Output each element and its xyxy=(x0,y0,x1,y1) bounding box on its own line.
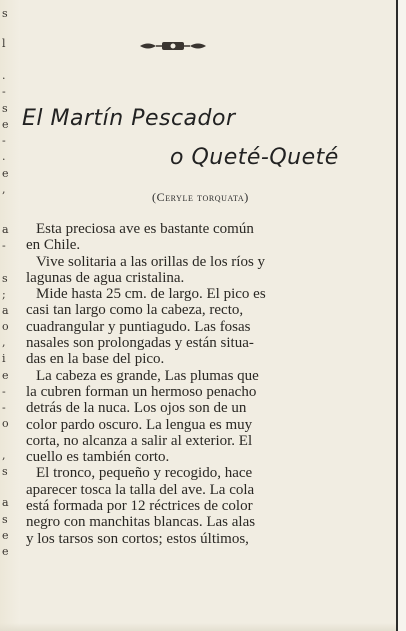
body-line: casi tan largo como la cabeza, recto, xyxy=(26,302,244,319)
body-line: nasales son prolongadas y están situa- xyxy=(26,335,254,352)
margin-fragment: e xyxy=(2,545,9,558)
margin-fragment: a xyxy=(2,223,9,236)
margin-fragment: - xyxy=(2,401,6,414)
margin-fragment: e xyxy=(2,369,9,382)
body-line: cuadrangular y puntiagudo. Las fosas xyxy=(26,318,251,335)
margin-fragment: s xyxy=(2,513,8,526)
margin-fragment: s xyxy=(2,465,8,478)
margin-fragment: ; xyxy=(2,288,6,301)
margin-fragment: , xyxy=(2,336,6,349)
body-line: negro con manchitas blancas. Las alas xyxy=(26,514,256,531)
margin-fragment: s xyxy=(2,7,8,20)
body-line: lagunas de agua cristalina. xyxy=(26,269,185,286)
margin-fragment: s xyxy=(2,102,8,115)
margin-fragment: . xyxy=(2,150,6,163)
ornament-icon xyxy=(138,40,208,52)
margin-fragment: - xyxy=(2,239,6,252)
body-line: das en la base del pico. xyxy=(26,351,165,368)
scientific-name: (Ceryle torquata) xyxy=(152,190,249,204)
margin-fragment: e xyxy=(2,118,9,131)
body-line: en Chile. xyxy=(26,237,81,254)
margin-fragment: s xyxy=(2,272,8,285)
margin-fragment: o xyxy=(2,417,9,430)
body-line: Vive solitaria a las orillas de los ríos y xyxy=(36,253,266,270)
article-title-line-1: El Martín Pescador xyxy=(22,106,236,131)
body-line: color pardo oscuro. La lengua es muy xyxy=(26,416,253,433)
margin-fragment: e xyxy=(2,167,9,180)
body-line: detrás de la nuca. Los ojos son de un xyxy=(26,400,247,417)
margin-fragment: l xyxy=(2,37,6,50)
article-body xyxy=(26,221,366,547)
margin-fragment: . xyxy=(2,69,6,82)
body-line: corta, no alcanza a salir al exterior. El xyxy=(26,432,253,449)
body-line: aparecer tosca la talla del ave. La cola xyxy=(26,481,255,498)
body-line: y los tarsos son cortos; estos últimos, xyxy=(26,530,249,547)
margin-fragment: o xyxy=(2,320,9,333)
body-line: Esta preciosa ave es bastante común xyxy=(36,221,254,237)
body-line: la cubren forman un hermoso penacho xyxy=(26,383,257,400)
margin-fragment: a xyxy=(2,304,9,317)
article-title-line-2: o Queté-Queté xyxy=(170,145,339,170)
margin-fragment: - xyxy=(2,85,6,98)
body-line: Mide hasta 25 cm. de largo. El pico es xyxy=(36,286,266,303)
page-edge-strip xyxy=(398,0,406,631)
margin-fragment: e xyxy=(2,529,9,542)
margin-fragment: i xyxy=(2,352,6,365)
margin-fragment: , xyxy=(2,449,6,462)
body-line: está formada por 12 réctrices de color xyxy=(26,498,253,515)
page-bottom-shade xyxy=(0,623,396,631)
body-line: La cabeza es grande, Las plumas que xyxy=(36,367,259,384)
margin-fragment: - xyxy=(2,385,6,398)
body-line: El tronco, pequeño y recogido, hace xyxy=(36,465,253,482)
body-line: cuello es también corto. xyxy=(26,449,170,466)
margin-fragment: - xyxy=(2,134,6,147)
margin-fragment: a xyxy=(2,496,9,509)
margin-fragment: , xyxy=(2,183,6,196)
